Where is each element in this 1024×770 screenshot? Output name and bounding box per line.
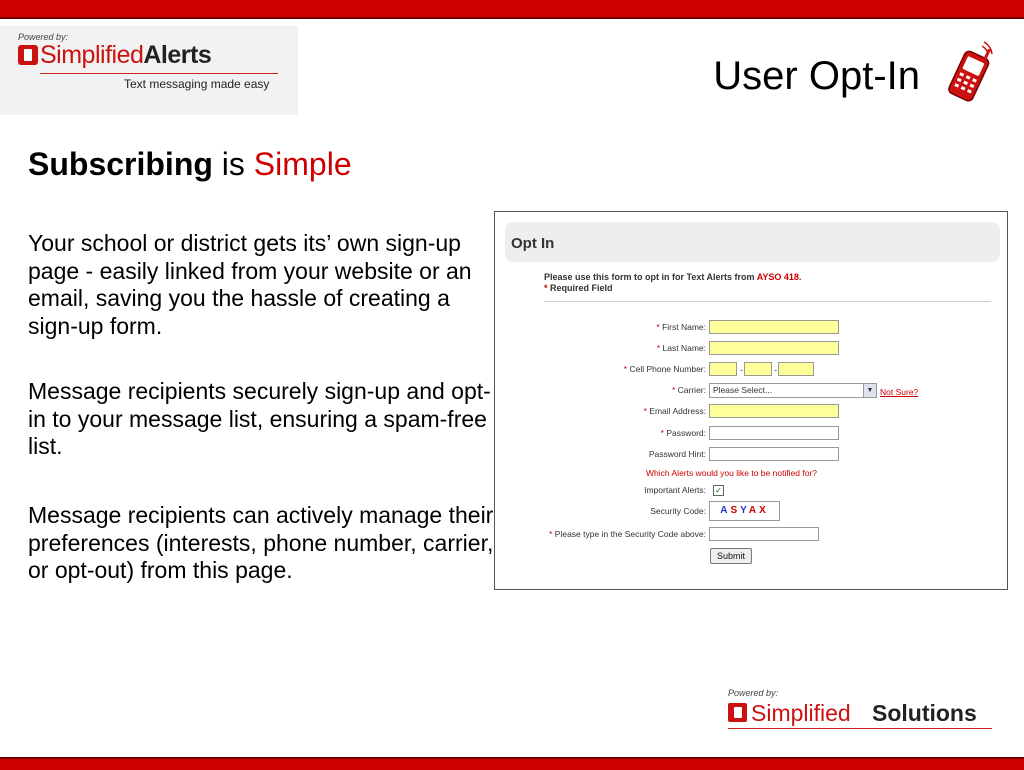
phone-area-code-field[interactable] — [709, 362, 737, 376]
form-intro — [544, 272, 801, 282]
form-header — [505, 222, 1000, 262]
phone-separator-2: - — [774, 365, 777, 375]
cell-phone-label: * Cell Phone Number: — [623, 364, 706, 374]
required-note-text: Required Field — [550, 283, 613, 293]
email-field[interactable] — [709, 404, 839, 418]
logo-divider — [40, 73, 278, 74]
powered-by-label: Powered by: — [18, 32, 69, 42]
tagline: Text messaging made easy — [124, 77, 270, 91]
password-field[interactable] — [709, 426, 839, 440]
subheading — [28, 146, 352, 183]
simplified-logo-icon — [18, 45, 38, 65]
carrier-select[interactable] — [709, 383, 877, 398]
not-sure-link[interactable]: Not Sure? — [880, 387, 919, 397]
bottom-accent-bar — [0, 757, 1024, 770]
security-code-field[interactable] — [709, 527, 819, 541]
form-intro-text: Please use this form to opt in for Text Alerts from — [544, 272, 757, 282]
brand-main: Simplified — [40, 41, 144, 69]
subhead-mid: is — [212, 146, 254, 182]
form-divider — [544, 301, 991, 302]
cell-phone-icon — [946, 40, 996, 106]
footer-brand-bold: Solutions — [872, 700, 977, 726]
security-input-label: * Please type in the Security Code above: — [549, 529, 706, 539]
form-heading: Opt In — [511, 235, 555, 252]
page-title: User Opt-In — [713, 54, 920, 98]
phone-prefix-field[interactable] — [744, 362, 772, 376]
simplified-solutions-logo — [728, 688, 998, 734]
which-alerts-prompt: Which Alerts would you like to be notified for? — [646, 468, 818, 478]
submit-button[interactable]: Submit — [710, 548, 752, 564]
brand-bold: Alerts — [143, 41, 212, 69]
password-label: * Password: — [660, 428, 706, 438]
paragraph-2: Message recipients securely sign-up and opt-in to your message list, ensuring a spam-free list. — [28, 378, 491, 459]
phone-separator-1: - — [740, 365, 743, 375]
security-code-char: X — [759, 505, 769, 516]
phone-line-field[interactable] — [778, 362, 814, 376]
simplified-alerts-logo — [0, 26, 298, 115]
paragraph-3: Message recipients can actively manage their preferences (interests, phone number, carrier, or opt-out) from this page. — [28, 502, 494, 583]
first-name-field[interactable] — [709, 320, 839, 334]
password-hint-field[interactable] — [709, 447, 839, 461]
security-code-char: Y — [740, 505, 749, 516]
last-name-field[interactable] — [709, 341, 839, 355]
footer-brand-main: Simplified — [751, 700, 851, 726]
subhead-red: Simple — [253, 146, 352, 182]
chevron-down-icon[interactable]: ▼ — [863, 384, 876, 397]
security-code-char: S — [730, 505, 741, 516]
last-name-label: * Last Name: — [656, 343, 706, 353]
security-code-image — [709, 501, 780, 521]
brand-name — [40, 41, 211, 70]
required-note — [544, 283, 613, 293]
important-alerts-checkbox[interactable]: ✓ — [713, 485, 724, 496]
paragraph-1: Your school or district gets its’ own sign-up page - easily linked from your website or an email, saving you the hassle of creating a sign-up form. — [28, 230, 472, 339]
opt-in-form-screenshot — [494, 211, 1008, 590]
required-star: * — [544, 283, 548, 293]
security-code-label: Security Code: — [650, 506, 706, 516]
subhead-bold: Subscribing — [28, 146, 213, 182]
form-org-name: AYSO 418. — [756, 272, 802, 282]
security-code-char: A — [748, 505, 760, 516]
top-accent-bar — [0, 0, 1024, 19]
footer-powered-by: Powered by: — [728, 688, 779, 698]
email-label: * Email Address: — [643, 406, 706, 416]
carrier-label: * Carrier: — [671, 385, 706, 395]
important-alerts-label: Important Alerts: — [644, 485, 706, 495]
password-hint-label: Password Hint: — [648, 449, 706, 459]
carrier-select-value: Please Select... — [713, 385, 773, 395]
first-name-label: * First Name: — [656, 322, 706, 332]
security-code-char: A — [720, 505, 731, 516]
